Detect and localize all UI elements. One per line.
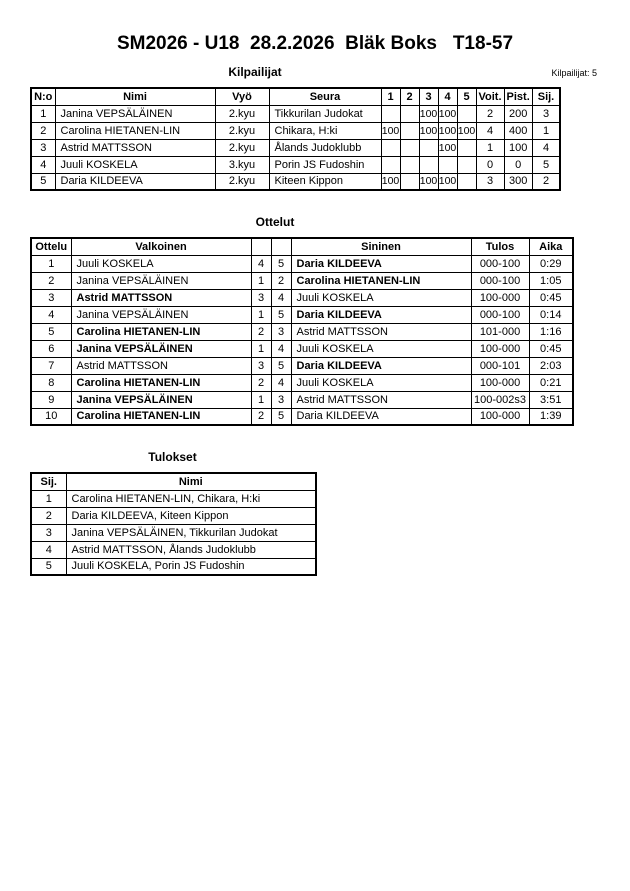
table-row <box>31 541 316 558</box>
cell-points: 100 <box>504 139 532 156</box>
cell-blue-name: Astrid MATTSSON <box>291 391 471 408</box>
cell-place: 4 <box>31 541 66 558</box>
table-row <box>31 340 573 357</box>
competitors-count-label: Kilpailijat: 5 <box>551 68 597 78</box>
cell-place: 1 <box>31 490 66 507</box>
col-header-2: 2 <box>400 88 419 105</box>
cell-time: 3:51 <box>529 391 573 408</box>
table-row <box>31 408 573 425</box>
cell-r5 <box>457 105 476 122</box>
cell-blue-name: Carolina HIETANEN-LIN <box>291 272 471 289</box>
cell-match-no: 8 <box>31 374 71 391</box>
cell-white-no: 2 <box>251 374 271 391</box>
cell-r5: 100 <box>457 122 476 139</box>
table-row <box>31 139 560 156</box>
cell-points: 400 <box>504 122 532 139</box>
matches-table <box>30 237 574 426</box>
cell-blue-no: 4 <box>271 289 291 306</box>
table-row <box>31 357 573 374</box>
cell-name: Carolina HIETANEN-LIN, Chikara, H:ki <box>66 490 316 507</box>
col-header-no: N:o <box>31 88 55 105</box>
cell-white-name: Juuli KOSKELA <box>71 255 251 272</box>
cell-white-no: 3 <box>251 357 271 374</box>
cell-r3: 100 <box>419 173 438 190</box>
cell-place: 3 <box>532 105 560 122</box>
cell-white-name: Janina VEPSÄLÄINEN <box>71 340 251 357</box>
cell-white-no: 1 <box>251 340 271 357</box>
cell-match-no: 2 <box>31 272 71 289</box>
cell-name: Daria KILDEEVA <box>55 173 215 190</box>
cell-blue-name: Daria KILDEEVA <box>291 255 471 272</box>
cell-white-name: Astrid MATTSSON <box>71 357 251 374</box>
table-row <box>31 507 316 524</box>
cell-place: 2 <box>532 173 560 190</box>
table-row <box>31 122 560 139</box>
cell-no: 3 <box>31 139 55 156</box>
cell-club: Ålands Judoklubb <box>269 139 381 156</box>
table-row <box>31 524 316 541</box>
cell-white-no: 2 <box>251 323 271 340</box>
cell-blue-no: 4 <box>271 340 291 357</box>
col-header-name: Nimi <box>66 473 316 490</box>
cell-match-no: 1 <box>31 255 71 272</box>
col-header-points: Pist. <box>504 88 532 105</box>
cell-white-name: Carolina HIETANEN-LIN <box>71 408 251 425</box>
results-table <box>30 472 317 576</box>
cell-white-no: 2 <box>251 408 271 425</box>
cell-blue-name: Juuli KOSKELA <box>291 289 471 306</box>
cell-white-name: Janina VEPSÄLÄINEN <box>71 306 251 323</box>
cell-blue-name: Juuli KOSKELA <box>291 340 471 357</box>
col-header-4: 4 <box>438 88 457 105</box>
cell-r2 <box>400 105 419 122</box>
cell-time: 1:16 <box>529 323 573 340</box>
cell-wins: 2 <box>476 105 504 122</box>
cell-white-name: Janina VEPSÄLÄINEN <box>71 391 251 408</box>
cell-match-no: 4 <box>31 306 71 323</box>
cell-r4: 100 <box>438 139 457 156</box>
cell-white-name: Carolina HIETANEN-LIN <box>71 323 251 340</box>
cell-club: Porin JS Fudoshin <box>269 156 381 173</box>
col-header-1: 1 <box>381 88 400 105</box>
cell-match-no: 5 <box>31 323 71 340</box>
cell-r1 <box>381 105 400 122</box>
competitors-table <box>30 87 561 191</box>
cell-r4: 100 <box>438 105 457 122</box>
cell-match-no: 10 <box>31 408 71 425</box>
cell-match-no: 9 <box>31 391 71 408</box>
cell-r1: 100 <box>381 122 400 139</box>
cell-match-no: 7 <box>31 357 71 374</box>
cell-club: Kiteen Kippon <box>269 173 381 190</box>
cell-time: 1:05 <box>529 272 573 289</box>
table-row <box>31 289 573 306</box>
table-row <box>31 156 560 173</box>
table-row <box>31 306 573 323</box>
cell-points: 300 <box>504 173 532 190</box>
col-header-wins: Voit. <box>476 88 504 105</box>
cell-r2 <box>400 156 419 173</box>
cell-result: 100-000 <box>471 289 529 306</box>
matches-header-row <box>31 238 573 255</box>
cell-time: 1:39 <box>529 408 573 425</box>
table-row <box>31 173 560 190</box>
cell-name: Juuli KOSKELA <box>55 156 215 173</box>
cell-place: 5 <box>532 156 560 173</box>
cell-match-no: 6 <box>31 340 71 357</box>
col-header-name: Nimi <box>55 88 215 105</box>
cell-result: 100-000 <box>471 408 529 425</box>
results-section-header <box>0 450 630 465</box>
cell-name: Carolina HIETANEN-LIN <box>55 122 215 139</box>
cell-r3 <box>419 139 438 156</box>
cell-place: 1 <box>532 122 560 139</box>
section-title-results: Tulokset <box>148 450 197 464</box>
cell-time: 0:45 <box>529 340 573 357</box>
cell-blue-no: 5 <box>271 306 291 323</box>
section-title-matches: Ottelut <box>255 215 295 229</box>
cell-place: 2 <box>31 507 66 524</box>
cell-name: Astrid MATTSSON, Ålands Judoklubb <box>66 541 316 558</box>
table-row <box>31 558 316 575</box>
col-header-blue-no <box>271 238 291 255</box>
cell-r3 <box>419 156 438 173</box>
cell-no: 2 <box>31 122 55 139</box>
col-header-blue: Sininen <box>291 238 471 255</box>
cell-r3: 100 <box>419 122 438 139</box>
col-header-belt: Vyö <box>215 88 269 105</box>
cell-r1 <box>381 156 400 173</box>
cell-match-no: 3 <box>31 289 71 306</box>
cell-place: 4 <box>532 139 560 156</box>
cell-points: 200 <box>504 105 532 122</box>
cell-result: 100-000 <box>471 374 529 391</box>
cell-r2 <box>400 122 419 139</box>
cell-r1: 100 <box>381 173 400 190</box>
cell-club: Tikkurilan Judokat <box>269 105 381 122</box>
cell-time: 0:14 <box>529 306 573 323</box>
table-row <box>31 105 560 122</box>
cell-belt: 3.kyu <box>215 156 269 173</box>
cell-result: 000-101 <box>471 357 529 374</box>
cell-blue-no: 5 <box>271 357 291 374</box>
table-row <box>31 323 573 340</box>
cell-result: 000-100 <box>471 306 529 323</box>
cell-wins: 3 <box>476 173 504 190</box>
cell-blue-name: Astrid MATTSSON <box>291 323 471 340</box>
cell-white-no: 1 <box>251 391 271 408</box>
cell-r3: 100 <box>419 105 438 122</box>
section-title-competitors: Kilpailijat <box>228 65 282 79</box>
cell-blue-no: 4 <box>271 374 291 391</box>
cell-white-no: 4 <box>251 255 271 272</box>
cell-points: 0 <box>504 156 532 173</box>
table-row <box>31 255 573 272</box>
cell-blue-name: Daria KILDEEVA <box>291 306 471 323</box>
cell-wins: 4 <box>476 122 504 139</box>
cell-wins: 0 <box>476 156 504 173</box>
cell-name: Janina VEPSÄLÄINEN, Tikkurilan Judokat <box>66 524 316 541</box>
cell-name: Juuli KOSKELA, Porin JS Fudoshin <box>66 558 316 575</box>
cell-r5 <box>457 156 476 173</box>
results-header-row <box>31 473 316 490</box>
col-header-5: 5 <box>457 88 476 105</box>
cell-blue-name: Daria KILDEEVA <box>291 357 471 374</box>
col-header-place: Sij. <box>532 88 560 105</box>
cell-r4: 100 <box>438 122 457 139</box>
table-row <box>31 374 573 391</box>
cell-blue-name: Daria KILDEEVA <box>291 408 471 425</box>
cell-blue-no: 2 <box>271 272 291 289</box>
cell-blue-no: 3 <box>271 323 291 340</box>
cell-wins: 1 <box>476 139 504 156</box>
cell-time: 0:29 <box>529 255 573 272</box>
cell-name: Daria KILDEEVA, Kiteen Kippon <box>66 507 316 524</box>
cell-belt: 2.kyu <box>215 105 269 122</box>
cell-blue-name: Juuli KOSKELA <box>291 374 471 391</box>
cell-white-no: 1 <box>251 272 271 289</box>
cell-r1 <box>381 139 400 156</box>
cell-white-no: 1 <box>251 306 271 323</box>
cell-time: 0:45 <box>529 289 573 306</box>
cell-white-no: 3 <box>251 289 271 306</box>
cell-r2 <box>400 173 419 190</box>
col-header-match-no: Ottelu <box>31 238 71 255</box>
table-row <box>31 391 573 408</box>
cell-result: 100-000 <box>471 340 529 357</box>
col-header-3: 3 <box>419 88 438 105</box>
cell-r5 <box>457 173 476 190</box>
cell-blue-no: 5 <box>271 408 291 425</box>
cell-white-name: Astrid MATTSSON <box>71 289 251 306</box>
table-row <box>31 272 573 289</box>
cell-name: Janina VEPSÄLÄINEN <box>55 105 215 122</box>
cell-name: Astrid MATTSSON <box>55 139 215 156</box>
cell-r4: 100 <box>438 173 457 190</box>
col-header-club: Seura <box>269 88 381 105</box>
cell-r2 <box>400 139 419 156</box>
cell-belt: 2.kyu <box>215 139 269 156</box>
col-header-place: Sij. <box>31 473 66 490</box>
col-header-result: Tulos <box>471 238 529 255</box>
cell-white-name: Janina VEPSÄLÄINEN <box>71 272 251 289</box>
cell-time: 2:03 <box>529 357 573 374</box>
cell-blue-no: 3 <box>271 391 291 408</box>
cell-blue-no: 5 <box>271 255 291 272</box>
col-header-time: Aika <box>529 238 573 255</box>
cell-no: 5 <box>31 173 55 190</box>
cell-r5 <box>457 139 476 156</box>
col-header-white-no <box>251 238 271 255</box>
competitors-section-header <box>0 65 630 80</box>
cell-belt: 2.kyu <box>215 173 269 190</box>
cell-place: 3 <box>31 524 66 541</box>
page-title: SM2026 - U18 28.2.2026 Bläk Boks T18-57 <box>116 33 514 54</box>
cell-no: 4 <box>31 156 55 173</box>
cell-result: 000-100 <box>471 272 529 289</box>
cell-result: 100-002s3 <box>471 391 529 408</box>
cell-white-name: Carolina HIETANEN-LIN <box>71 374 251 391</box>
competitors-header-row <box>31 88 560 105</box>
cell-no: 1 <box>31 105 55 122</box>
cell-belt: 2.kyu <box>215 122 269 139</box>
matches-section-header <box>0 215 630 230</box>
cell-club: Chikara, H:ki <box>269 122 381 139</box>
cell-place: 5 <box>31 558 66 575</box>
table-row <box>31 490 316 507</box>
cell-result: 101-000 <box>471 323 529 340</box>
cell-result: 000-100 <box>471 255 529 272</box>
cell-time: 0:21 <box>529 374 573 391</box>
col-header-white: Valkoinen <box>71 238 251 255</box>
cell-r4 <box>438 156 457 173</box>
